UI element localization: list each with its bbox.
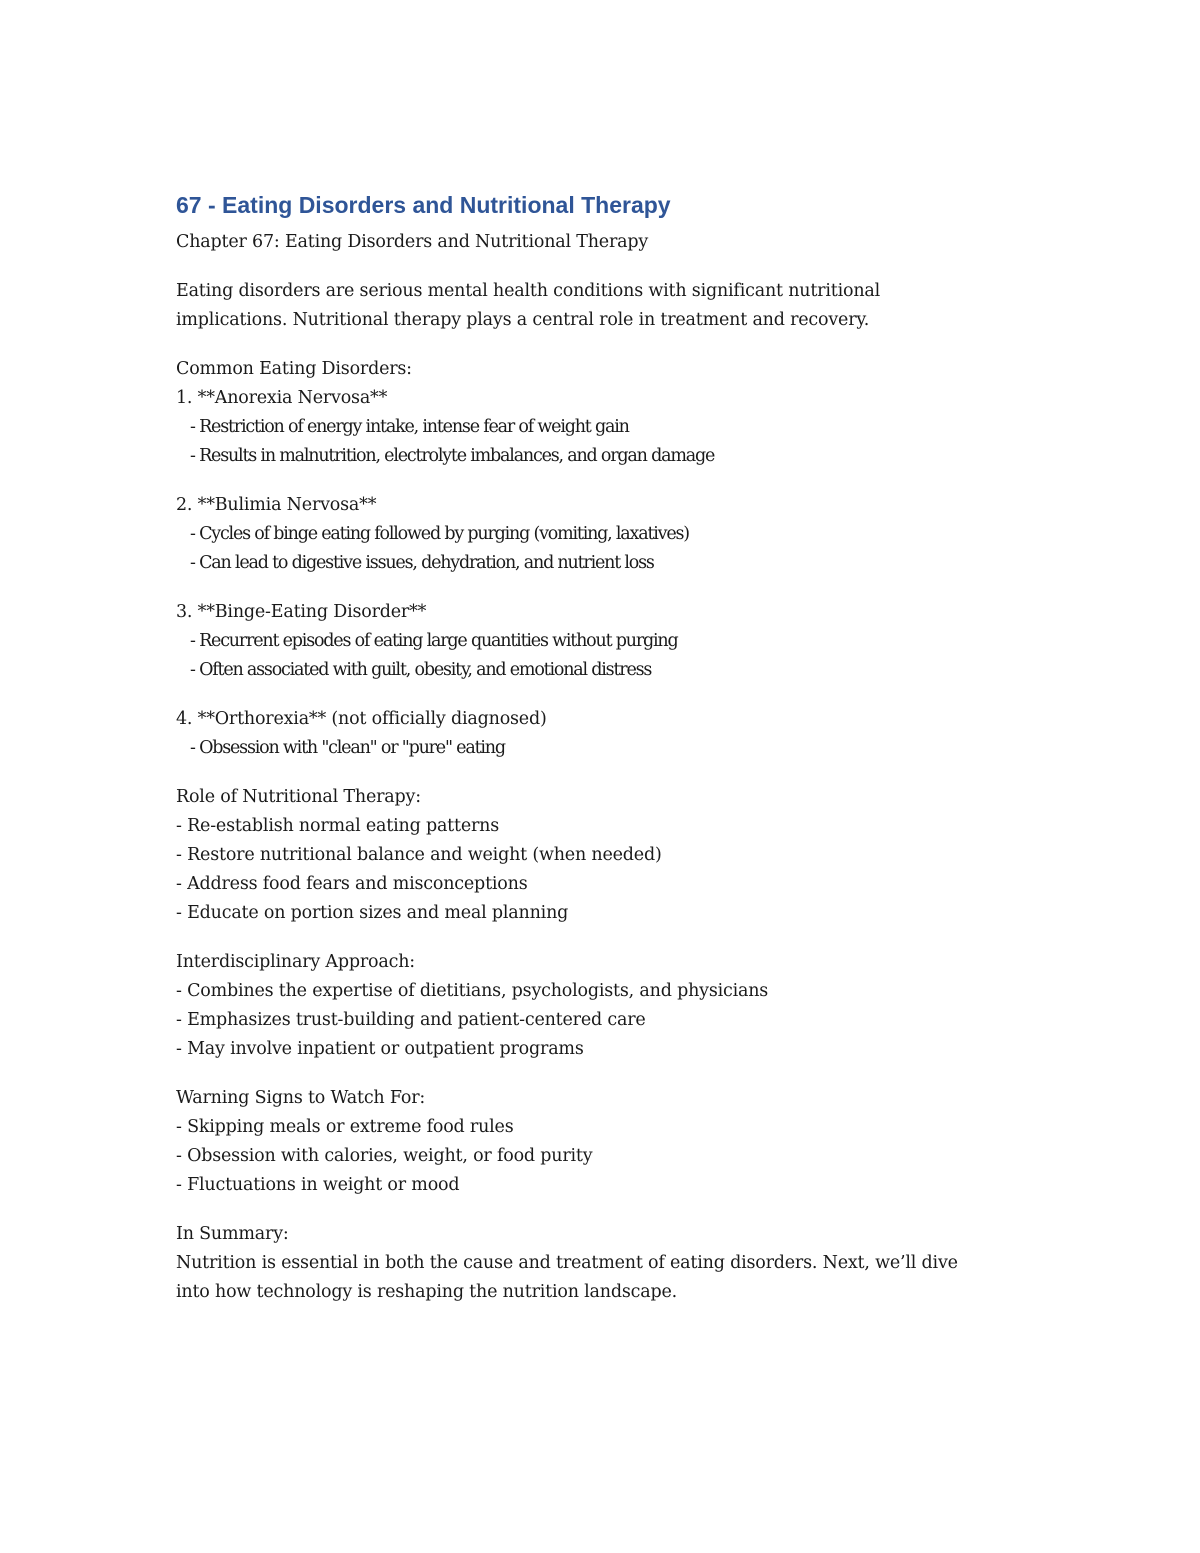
section-heading: Warning Signs to Watch For: (176, 1088, 426, 1108)
list-item: - Re-establish normal eating patterns (176, 816, 500, 836)
section-heading: Common Eating Disorders: (176, 359, 412, 379)
spacer (176, 471, 1036, 491)
disorder-point: - Restriction of energy intake, intense fear of weight gain (190, 417, 629, 437)
intro-line: implications. Nutritional therapy plays a central role in treatment and recovery. (176, 310, 870, 330)
disorder-name: 2. **Bulimia Nervosa** (176, 495, 377, 515)
list-item: - Fluctuations in weight or mood (176, 1175, 460, 1195)
list-item: - Skipping meals or extreme food rules (176, 1117, 514, 1137)
page-title: 67 - Eating Disorders and Nutritional Therapy (176, 192, 671, 218)
disorder-point: - Recurrent episodes of eating large quantities without purging (190, 631, 678, 651)
disorder-name: 1. **Anorexia Nervosa** (176, 388, 388, 408)
chapter-subtitle: Chapter 67: Eating Disorders and Nutritional Therapy (176, 232, 649, 252)
list-item: - Address food fears and misconceptions (176, 874, 528, 894)
disorder-name: 4. **Orthorexia** (not officially diagnosed) (176, 709, 547, 729)
spacer (176, 1200, 1036, 1220)
section-heading: Interdisciplinary Approach: (176, 952, 415, 972)
summary-line: into how technology is reshaping the nutrition landscape. (176, 1282, 677, 1302)
spacer (176, 578, 1036, 598)
section-heading: Role of Nutritional Therapy: (176, 787, 421, 807)
spacer (176, 257, 1036, 277)
list-item: - Combines the expertise of dietitians, psychologists, and physicians (176, 981, 769, 1001)
spacer (176, 1064, 1036, 1084)
list-item: - Educate on portion sizes and meal planning (176, 903, 569, 923)
spacer (176, 685, 1036, 705)
document-page (176, 188, 1036, 1307)
list-item: - Emphasizes trust-building and patient-centered care (176, 1010, 646, 1030)
disorder-point: - Can lead to digestive issues, dehydration, and nutrient loss (190, 553, 654, 573)
disorder-point: - Obsession with "clean" or "pure" eating (190, 738, 505, 758)
section-heading: In Summary: (176, 1224, 289, 1244)
intro-line: Eating disorders are serious mental health conditions with significant nutritional (176, 281, 881, 301)
disorder-point: - Results in malnutrition, electrolyte imbalances, and organ damage (190, 446, 715, 466)
list-item: - May involve inpatient or outpatient programs (176, 1039, 584, 1059)
disorder-name: 3. **Binge-Eating Disorder** (176, 602, 427, 622)
list-item: - Restore nutritional balance and weight (when needed) (176, 845, 662, 865)
spacer (176, 335, 1036, 355)
disorder-point: - Cycles of binge eating followed by purging (vomiting, laxatives) (190, 524, 689, 544)
list-item: - Obsession with calories, weight, or food purity (176, 1146, 593, 1166)
spacer (176, 763, 1036, 783)
disorder-point: - Often associated with guilt, obesity, and emotional distress (190, 660, 652, 680)
summary-line: Nutrition is essential in both the cause and treatment of eating disorders. Next, we’ll dive (176, 1253, 958, 1273)
spacer (176, 928, 1036, 948)
